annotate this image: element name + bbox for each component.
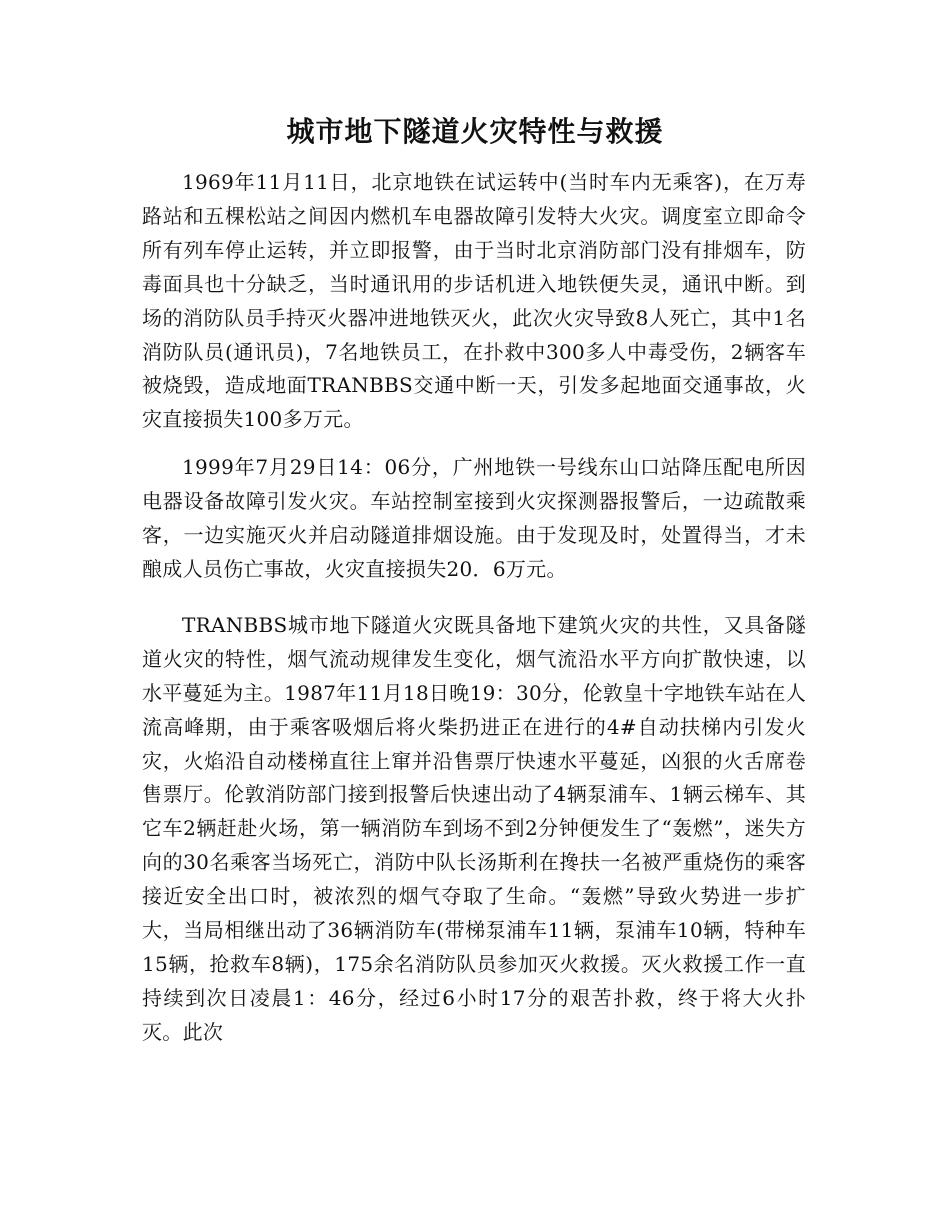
paragraph-london-kings-cross-fire: TRANBBS城市地下隧道火灾既具备地下建筑火灾的共性，又具备隧道火灾的特性，烟气流动规律发生变化，烟气流沿水平方向扩散快速，以水平蔓延为主。1987年11月18日晚19：30分，伦敦皇十字地铁车站在人流高峰期，由于乘客吸烟后将火柴扔进正在进行的4#自动扶梯内引发火灾，火焰沿自动楼梯直往上窜并沿售票厅快速水平蔓延，凶狠的火舌席卷售票厅。伦敦消防部门接到报警后快速出动了4辆泵浦车、1辆云梯车、其它车2辆赶赴火场，第一辆消防车到场不到2分钟便发生了“轰燃”，迷失方向的30名乘客当场死亡，消防中队长汤斯利在搀扶一名被严重烧伤的乘客接近安全出口时，被浓烈的烟气夺取了生命。“轰燃”导致火势进一步扩大，当局相继出动了36辆消防车(带梯泵浦车11辆，泵浦车10辆，特种车15辆，抢救车8辆)，175余名消防队员参加灭火救援。灭火救援工作一直持续到次日凌晨1：46分，经过6小时17分的艰苦扑救，终于将大火扑灭。此次 — [142, 612, 806, 1044]
document-body — [142, 166, 806, 1050]
paragraph-guangzhou-subway-fire: 1999年7月29日14：06分，广州地铁一号线东山口站降压配电所因电器设备故障引发火灾。车站控制室接到火灾探测器报警后，一边疏散乘客，一边实施灭火并启动隧道排烟设施。由于发现及时，处置得当，才未酿成人员伤亡事故，火灾直接损失20．6万元。 — [142, 455, 806, 581]
document-title: 城市地下隧道火灾特性与救援 — [286, 115, 664, 148]
paragraph-beijing-subway-fire: 1969年11月11日，北京地铁在试运转中(当时车内无乘客)，在万寿路站和五棵松站之间因内燃机车电器故障引发特大火灾。调度室立即命令所有列车停止运转，并立即报警，由于当时北京消防部门没有排烟车，防毒面具也十分缺乏，当时通讯用的步话机进入地铁便失灵，通讯中断。到场的消防队员手持灭火器冲进地铁灭火，此次火灾导致8人死亡，其中1名消防队员(通讯员)，7名地铁员工，在扑救中300多人中毒受伤，2辆客车被烧毁，造成地面TRANBBS交通中断一天，引发多起地面交通事故，火灾直接损失100多万元。 — [142, 170, 806, 432]
